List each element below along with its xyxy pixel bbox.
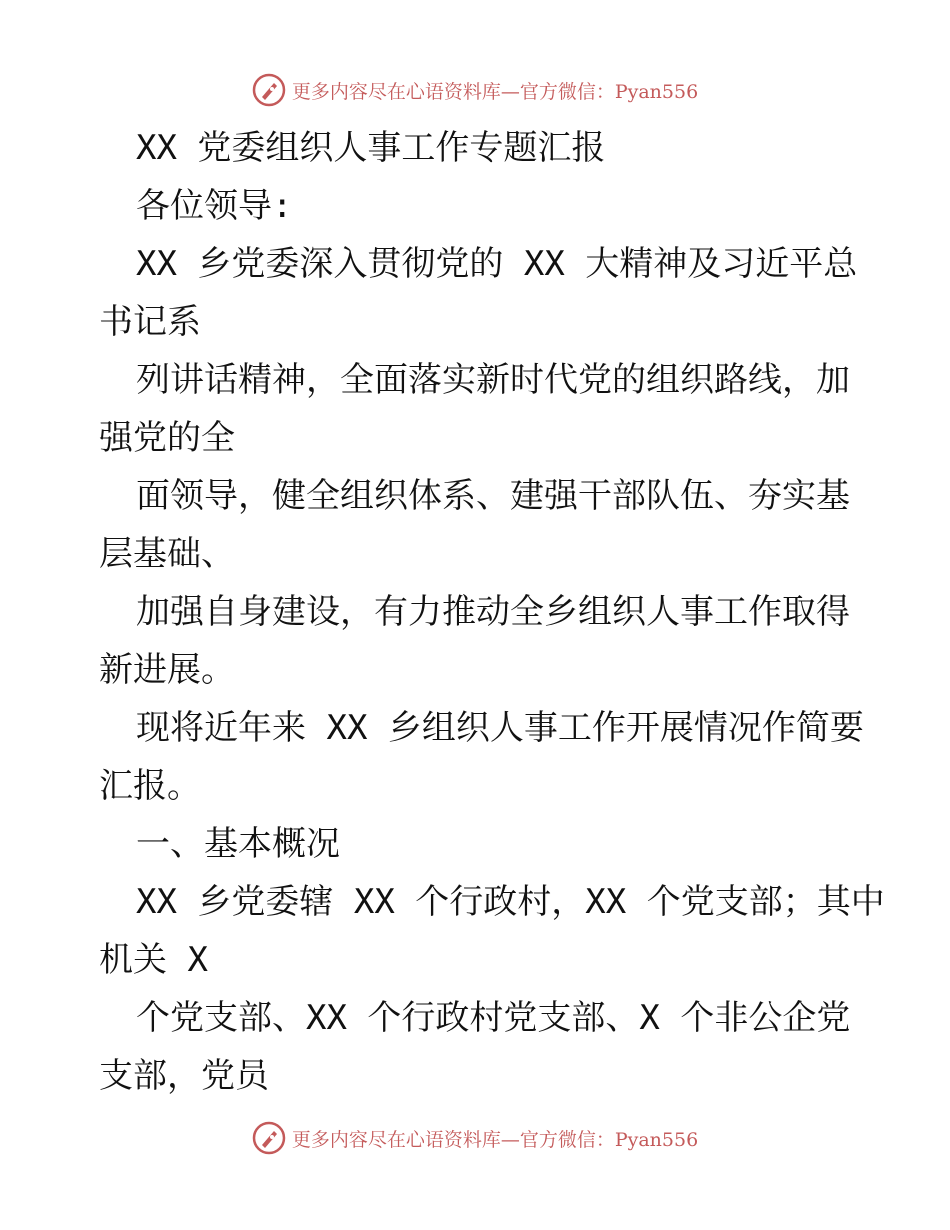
document-title: XX 党委组织人事工作专题汇报 [136, 128, 606, 168]
watermark-text: 更多内容尽在心语资料库—官方微信：Pyan556 [291, 1128, 699, 1151]
pen-nib-logo-icon [252, 1121, 286, 1155]
watermark-banner-top [0, 70, 950, 110]
paragraph-line: 强党的全 [99, 418, 235, 458]
paragraph-line: 个党支部、XX 个行政村党支部、X 个非公企党 [136, 998, 851, 1038]
paragraph-line: 面领导，健全组织体系、建强干部队伍、夯实基 [136, 476, 850, 516]
paragraph-line: 层基础、 [99, 534, 235, 574]
paragraph-line: 现将近年来 XX 乡组织人事工作开展情况作简要 [136, 708, 864, 748]
watermark-text: 更多内容尽在心语资料库—官方微信：Pyan556 [291, 80, 699, 103]
watermark-banner-bottom [0, 1118, 950, 1158]
salutation: 各位领导: [136, 186, 293, 226]
pen-nib-logo-icon [252, 73, 286, 107]
paragraph-line: 加强自身建设，有力推动全乡组织人事工作取得 [136, 592, 850, 632]
paragraph-line: 汇报。 [99, 766, 201, 806]
paragraph-line: 机关 X [99, 940, 208, 980]
paragraph-line: 新进展。 [99, 650, 235, 690]
paragraph-line: 支部，党员 [99, 1056, 269, 1096]
paragraph-line: XX 乡党委深入贯彻党的 XX 大精神及习近平总 [136, 244, 858, 284]
paragraph-line: 书记系 [99, 302, 201, 342]
section-heading: 一、基本概况 [136, 824, 340, 864]
paragraph-line: 列讲话精神，全面落实新时代党的组织路线，加 [136, 360, 850, 400]
paragraph-line: XX 乡党委辖 XX 个行政村，XX 个党支部；其中 [136, 882, 885, 922]
